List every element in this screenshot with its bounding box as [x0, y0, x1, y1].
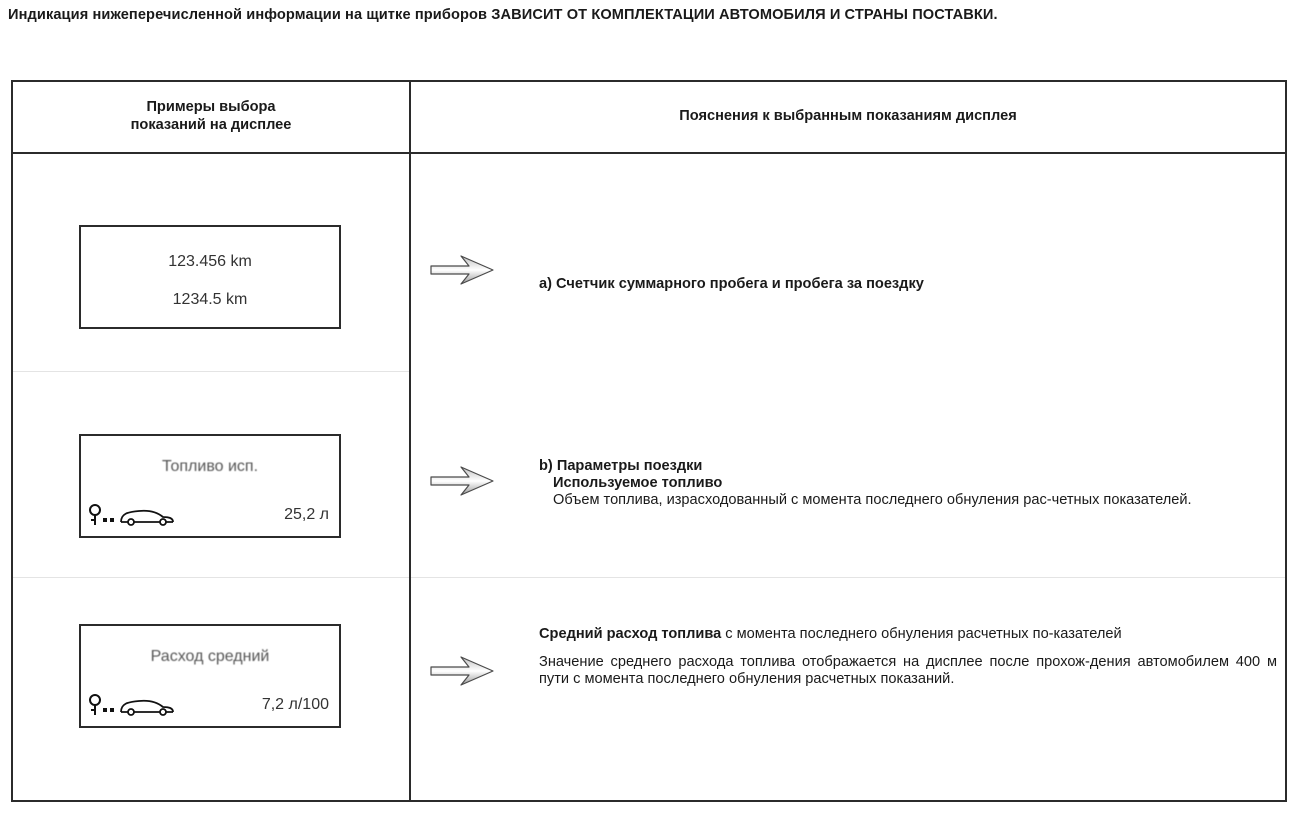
header-display-examples: [13, 80, 409, 152]
trip-parameters-heading: b) Параметры поездки: [539, 458, 703, 474]
avg-consumption-lead: [539, 626, 1277, 643]
odometer-explanation: а) Счетчик суммарного пробега и пробега за поездку: [539, 276, 924, 292]
fuel-used-value: 25,2 л: [284, 506, 329, 523]
avg-consumption-explanation: [539, 626, 1277, 688]
header-display-examples-text: Примеры выбора показаний на дисплее: [130, 99, 292, 133]
fuel-used-explanation: [539, 458, 1277, 509]
row-divider-left-1: [13, 371, 409, 372]
avg-consumption-lead-rest: с момента последнего обнуления расчетных по-казателей: [721, 626, 1122, 642]
fuel-used-display: [79, 434, 341, 538]
odometer-total: 123.456 km: [168, 253, 252, 270]
fuel-used-subheading: Используемое топливо: [553, 475, 723, 491]
trip-car-icons: [89, 692, 209, 720]
avg-consumption-lead-bold: Средний расход топлива: [539, 626, 722, 642]
avg-consumption-display: [79, 624, 341, 728]
info-table: [11, 80, 1287, 802]
trip-car-icons: [89, 502, 209, 530]
odometer-display: [79, 225, 341, 329]
arrow-right-icon: [429, 466, 495, 496]
trip-marker-icon: [90, 505, 114, 525]
avg-consumption-text: Значение среднего расхода топлива отображается на дисплее после прохож-дения автомобилем 400 м пути с момента последнего обнуления расчетных показаний.: [539, 654, 1277, 687]
intro-notice: Индикация нижеперечисленной информации на щитке приборов ЗАВИСИТ ОТ КОМПЛЕКТАЦИИ АВТОМОБИЛЯ И СТРАНЫ ПОСТАВКИ.: [8, 7, 998, 23]
car-icon: [121, 511, 173, 525]
fuel-used-text: Объем топлива, израсходованный с момента последнего обнуления рас-четных показателей.: [553, 492, 1192, 508]
header-explanations: [411, 80, 1285, 152]
avg-consumption-display-title: Расход средний: [150, 648, 270, 665]
car-icon: [121, 701, 173, 715]
trip-marker-icon: [90, 695, 114, 715]
avg-consumption-value: 7,2 л/100: [261, 696, 329, 713]
arrow-right-icon: [429, 255, 495, 285]
header-explanations-text: Пояснения к выбранным показаниям дисплея: [679, 108, 1017, 124]
arrow-right-icon: [429, 656, 495, 686]
column-divider: [409, 80, 411, 802]
row-divider-right-2: [411, 577, 1285, 578]
fuel-used-display-title: Топливо исп.: [161, 458, 259, 475]
row-divider-left-2: [13, 577, 409, 578]
header-divider: [11, 152, 1287, 154]
odometer-trip: 1234.5 km: [172, 291, 248, 308]
